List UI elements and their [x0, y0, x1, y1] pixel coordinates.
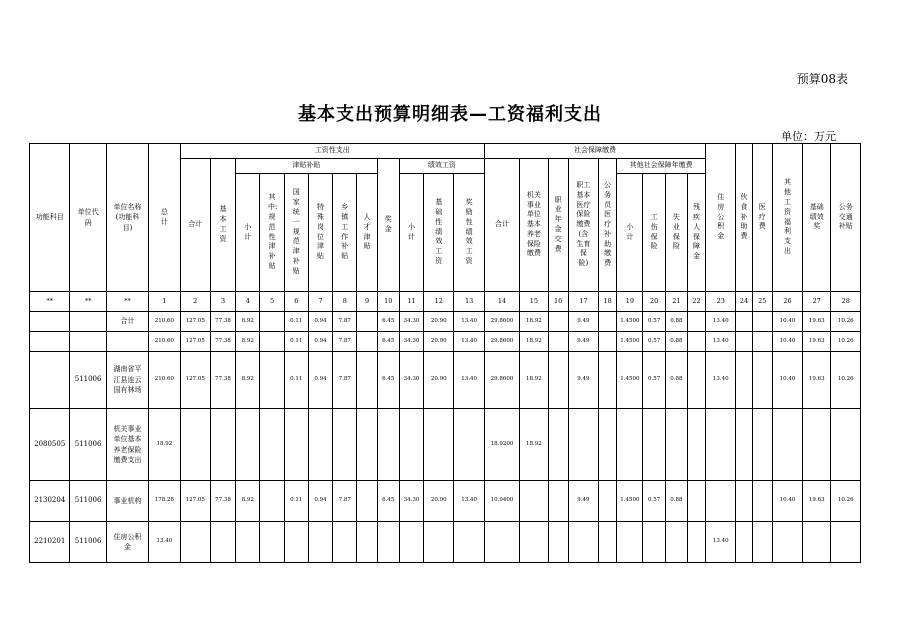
- index-cell: 21: [665, 292, 687, 312]
- cell-value: 34.30: [399, 352, 423, 409]
- cell-value: 0.88: [665, 352, 687, 409]
- cell-value: 77.38: [210, 481, 235, 522]
- index-cell: 13: [454, 292, 484, 312]
- cell-unit: 511006: [70, 409, 106, 481]
- cell-value: 10.26: [831, 332, 861, 352]
- cell-value: [333, 409, 357, 481]
- index-cell: 12: [424, 292, 454, 312]
- cell-value: 8.92: [236, 312, 260, 332]
- cell-value: 6.45: [377, 352, 399, 409]
- table-row: [30, 522, 861, 563]
- col-allow-sub: 小计: [236, 174, 260, 292]
- cell-value: 20.90: [424, 332, 454, 352]
- cell-value: [357, 522, 377, 563]
- cell-value: 178.28: [149, 481, 180, 522]
- cell-value: [643, 409, 665, 481]
- index-cell: 7: [308, 292, 332, 312]
- col-social-sum: 合计: [484, 159, 519, 292]
- cell-value: 1.4500: [617, 312, 643, 332]
- cell-value: [772, 522, 802, 563]
- cell-name: [106, 312, 148, 332]
- group-allowance: 津贴补贴: [236, 159, 377, 174]
- cell-value: 127.05: [180, 481, 210, 522]
- cell-value: 13.40: [706, 522, 736, 563]
- cell-value: [180, 522, 210, 563]
- cell-value: [803, 409, 831, 481]
- cell-value: [736, 352, 752, 409]
- cell-value: 29.8600: [484, 352, 519, 409]
- page-title: 基本支出预算明细表—工资福利支出: [298, 104, 602, 125]
- cell-value: [357, 352, 377, 409]
- cell-value: [236, 522, 260, 563]
- cell-value: [643, 522, 665, 563]
- cell-value: [736, 522, 752, 563]
- col-medfee: 医疗费: [752, 144, 772, 292]
- cell-value: 1.4500: [617, 352, 643, 409]
- cell-value: 77.38: [210, 312, 235, 332]
- cell-value: 20.90: [424, 481, 454, 522]
- cell-value: 0.94: [308, 352, 332, 409]
- cell-value: 29.8600: [484, 332, 519, 352]
- cell-value: [617, 409, 643, 481]
- cell-value: 7.87: [333, 312, 357, 332]
- cell-value: 0.57: [643, 481, 665, 522]
- cell-value: [687, 312, 705, 332]
- cell-value: [548, 522, 568, 563]
- cell-value: [180, 409, 210, 481]
- cell-value: [772, 409, 802, 481]
- cell-value: 8.92: [236, 332, 260, 352]
- unit-name-text: 事业机构: [113, 496, 142, 505]
- cell-value: [752, 312, 772, 332]
- index-cell: 25: [752, 292, 772, 312]
- cell-value: 6.45: [377, 312, 399, 332]
- cell-value: [236, 409, 260, 481]
- col-civil-med: 公务员医疗补助缴费: [599, 159, 617, 292]
- cell-value: [599, 522, 617, 563]
- cell-value: [831, 409, 861, 481]
- col-other-sub: 小计: [617, 174, 643, 292]
- index-row: [30, 292, 861, 312]
- col-unemployment: 失业保险: [665, 174, 687, 292]
- cell-value: 13.40: [454, 352, 484, 409]
- cell-value: 0.11: [284, 312, 308, 332]
- cell-unit: 511006: [70, 352, 106, 409]
- cell-name: [106, 352, 148, 409]
- cell-value: [752, 481, 772, 522]
- cell-value: 0.57: [643, 352, 665, 409]
- cell-value: 9.49: [568, 312, 598, 332]
- cell-name: [106, 481, 148, 522]
- index-cell: **: [70, 292, 106, 312]
- col-name: 单位名称(功能科目): [106, 144, 148, 292]
- col-perf-sub: 小计: [399, 174, 423, 292]
- index-cell: 8: [333, 292, 357, 312]
- cell-value: [548, 312, 568, 332]
- cell-value: 0.57: [643, 312, 665, 332]
- cell-func: [30, 332, 70, 352]
- index-cell: 28: [831, 292, 861, 312]
- table-row: [30, 312, 861, 332]
- cell-value: [665, 409, 687, 481]
- col-injury: 工伤保险: [643, 174, 665, 292]
- col-unit: 单位代码: [70, 144, 106, 292]
- group-other-social: 其他社会保障年缴费: [617, 159, 706, 174]
- cell-value: 210.60: [149, 312, 180, 332]
- cell-value: 34.30: [399, 332, 423, 352]
- cell-value: [377, 409, 399, 481]
- cell-unit: 511006: [70, 522, 106, 563]
- cell-value: 0.88: [665, 332, 687, 352]
- index-cell: 5: [260, 292, 284, 312]
- unit-name-text: 湖南省平江县连云国有林场: [113, 365, 142, 395]
- cell-value: [260, 522, 284, 563]
- cell-value: 18.92: [520, 312, 548, 332]
- cell-value: [687, 409, 705, 481]
- cell-value: 10.40: [772, 312, 802, 332]
- cell-unit: [70, 332, 106, 352]
- cell-value: [260, 312, 284, 332]
- group-social: 社会保障缴费: [484, 144, 705, 159]
- cell-value: [617, 522, 643, 563]
- cell-value: 127.05: [180, 332, 210, 352]
- cell-func: [30, 312, 70, 332]
- cell-unit: 511006: [70, 481, 106, 522]
- index-cell: 24: [736, 292, 752, 312]
- cell-value: [736, 312, 752, 332]
- cell-value: 0.11: [284, 332, 308, 352]
- col-annuity: 职业年金交费: [548, 159, 568, 292]
- table-row: [30, 332, 861, 352]
- cell-value: [424, 522, 454, 563]
- cell-value: 10.9400: [484, 481, 519, 522]
- cell-value: [454, 409, 484, 481]
- cell-value: 18.92: [520, 352, 548, 409]
- cell-value: 18.92: [149, 409, 180, 481]
- cell-value: [520, 481, 548, 522]
- cell-value: [568, 409, 598, 481]
- index-cell: **: [106, 292, 148, 312]
- cell-value: 18.92: [520, 409, 548, 481]
- cell-value: 13.40: [454, 332, 484, 352]
- cell-value: 0.88: [665, 312, 687, 332]
- cell-value: 13.40: [706, 312, 736, 332]
- cell-value: 10.26: [831, 352, 861, 409]
- cell-value: [454, 522, 484, 563]
- cell-value: 210.60: [149, 332, 180, 352]
- index-cell: 1: [149, 292, 180, 312]
- cell-value: 6.45: [377, 481, 399, 522]
- cell-value: 0.57: [643, 332, 665, 352]
- index-cell: 20: [643, 292, 665, 312]
- cell-value: 7.87: [333, 352, 357, 409]
- cell-value: [308, 409, 332, 481]
- cell-value: [548, 352, 568, 409]
- cell-value: 1.4500: [617, 481, 643, 522]
- cell-value: [687, 522, 705, 563]
- cell-value: 77.38: [210, 332, 235, 352]
- cell-value: 10.40: [772, 352, 802, 409]
- cell-value: 0.11: [284, 352, 308, 409]
- col-disability: 残疾人保障金: [687, 174, 705, 292]
- cell-value: 19.63: [803, 332, 831, 352]
- cell-value: 19.63: [803, 481, 831, 522]
- cell-value: [260, 352, 284, 409]
- cell-name: [106, 522, 148, 563]
- cell-value: [736, 409, 752, 481]
- group-performance: 绩效工资: [399, 159, 484, 174]
- unit-name-text: 机关事业单位基本养老保险缴费支出: [113, 424, 142, 464]
- cell-value: [260, 332, 284, 352]
- cell-name: [106, 409, 148, 481]
- cell-value: [260, 409, 284, 481]
- cell-value: 29.8600: [484, 312, 519, 332]
- index-cell: 6: [284, 292, 308, 312]
- cell-value: [210, 409, 235, 481]
- cell-value: [357, 332, 377, 352]
- table-number: 预算08表: [796, 72, 848, 86]
- cell-value: [752, 352, 772, 409]
- index-cell: 2: [180, 292, 210, 312]
- cell-value: [333, 522, 357, 563]
- index-cell: 26: [772, 292, 802, 312]
- cell-value: [599, 352, 617, 409]
- cell-value: [284, 409, 308, 481]
- col-sum: 合计: [180, 159, 210, 292]
- cell-value: [568, 522, 598, 563]
- cell-value: [831, 522, 861, 563]
- col-medical: 职工基本医疗保险缴费(含生育保险): [568, 159, 598, 292]
- cell-value: [736, 332, 752, 352]
- cell-value: [599, 312, 617, 332]
- group-wage: 工资性支出: [180, 144, 484, 159]
- cell-value: 20.90: [424, 352, 454, 409]
- table-row: [30, 481, 861, 522]
- cell-value: [687, 332, 705, 352]
- cell-value: 18.92: [520, 332, 548, 352]
- index-cell: 15: [520, 292, 548, 312]
- cell-value: [357, 409, 377, 481]
- col-traffic: 公务交通补贴: [831, 144, 861, 292]
- cell-value: 13.40: [454, 481, 484, 522]
- cell-value: 0.94: [308, 312, 332, 332]
- cell-value: 6.45: [377, 332, 399, 352]
- cell-value: 13.40: [706, 352, 736, 409]
- cell-value: [377, 522, 399, 563]
- col-town-allow: 乡镇工作补贴: [333, 174, 357, 292]
- cell-value: [260, 481, 284, 522]
- cell-value: [399, 522, 423, 563]
- cell-value: [308, 522, 332, 563]
- cell-value: [706, 409, 736, 481]
- col-perf-base: 基础性绩效工资: [424, 174, 454, 292]
- col-talent-allow: 人才津贴: [357, 174, 377, 292]
- cell-value: 10.26: [831, 312, 861, 332]
- index-cell: 16: [548, 292, 568, 312]
- index-cell: 11: [399, 292, 423, 312]
- index-cell: 14: [484, 292, 519, 312]
- col-pension: 机关事业单位基本养老保险缴费: [520, 159, 548, 292]
- cell-value: [687, 481, 705, 522]
- cell-value: [357, 312, 377, 332]
- index-cell: 19: [617, 292, 643, 312]
- cell-value: [665, 522, 687, 563]
- col-func: 功能科目: [30, 144, 70, 292]
- cell-value: [752, 522, 772, 563]
- cell-value: [424, 409, 454, 481]
- index-cell: 27: [803, 292, 831, 312]
- table-row: [30, 409, 861, 481]
- cell-value: 13.40: [454, 312, 484, 332]
- cell-value: [752, 409, 772, 481]
- cell-func: 2130204: [30, 481, 70, 522]
- index-cell: 22: [687, 292, 705, 312]
- index-cell: 3: [210, 292, 235, 312]
- index-cell: 23: [706, 292, 736, 312]
- index-cell: **: [30, 292, 70, 312]
- table-body: [30, 312, 861, 563]
- col-meal: 伙食补助费: [736, 144, 752, 292]
- cell-value: [210, 522, 235, 563]
- col-perf-incentive: 奖励性绩效工资: [454, 174, 484, 292]
- cell-name: [106, 332, 148, 352]
- cell-value: 0.94: [308, 481, 332, 522]
- cell-value: [687, 352, 705, 409]
- col-basicperf: 基础绩效奖: [803, 144, 831, 292]
- cell-value: [548, 409, 568, 481]
- col-total: 总计: [149, 144, 180, 292]
- cell-value: 0.11: [284, 481, 308, 522]
- cell-value: 77.38: [210, 352, 235, 409]
- cell-value: [520, 522, 548, 563]
- cell-value: 10.40: [772, 481, 802, 522]
- index-cell: 10: [377, 292, 399, 312]
- index-row-group: [30, 292, 861, 312]
- cell-value: 8.92: [236, 352, 260, 409]
- col-post-allow: 特殊岗位津贴: [308, 174, 332, 292]
- cell-func: 2210201: [30, 522, 70, 563]
- cell-value: 7.87: [333, 332, 357, 352]
- cell-value: [399, 409, 423, 481]
- cell-value: 20.90: [424, 312, 454, 332]
- cell-value: 19.63: [803, 312, 831, 332]
- col-other: 其他工资福利支出: [772, 144, 802, 292]
- cell-value: 127.05: [180, 352, 210, 409]
- index-cell: 18: [599, 292, 617, 312]
- col-nat-allow: 国家统一规范津补贴: [284, 174, 308, 292]
- cell-value: [484, 522, 519, 563]
- unit-name-text: 合计: [120, 317, 135, 326]
- cell-value: [706, 481, 736, 522]
- index-cell: 9: [357, 292, 377, 312]
- cell-value: 13.40: [149, 522, 180, 563]
- cell-value: [599, 481, 617, 522]
- cell-value: 34.30: [399, 481, 423, 522]
- cell-unit: [70, 312, 106, 332]
- col-fund: 住房公积金: [706, 144, 736, 292]
- cell-func: 2080505: [30, 409, 70, 481]
- unit-label: 单位：万元: [781, 130, 836, 143]
- cell-value: [284, 522, 308, 563]
- cell-value: [752, 332, 772, 352]
- cell-value: 0.94: [308, 332, 332, 352]
- table-row: [30, 352, 861, 409]
- cell-value: 19.63: [803, 352, 831, 409]
- budget-table: [29, 143, 861, 563]
- cell-value: [599, 332, 617, 352]
- cell-value: 18.9200: [484, 409, 519, 481]
- cell-value: 9.49: [568, 481, 598, 522]
- unit-name-text: 住房公积金: [113, 532, 142, 551]
- cell-value: 1.4500: [617, 332, 643, 352]
- cell-value: [548, 332, 568, 352]
- cell-value: 127.05: [180, 312, 210, 332]
- cell-value: 10.40: [772, 332, 802, 352]
- index-cell: 4: [236, 292, 260, 312]
- cell-value: [803, 522, 831, 563]
- index-cell: 17: [568, 292, 598, 312]
- cell-value: 7.87: [333, 481, 357, 522]
- col-bonus: 奖金: [377, 159, 399, 292]
- cell-value: [357, 481, 377, 522]
- cell-value: 13.40: [706, 332, 736, 352]
- cell-value: [548, 481, 568, 522]
- cell-value: 10.26: [831, 481, 861, 522]
- col-basic: 基本工资: [210, 159, 235, 292]
- cell-value: 0.88: [665, 481, 687, 522]
- cell-value: 9.49: [568, 352, 598, 409]
- col-std-allow: 其中:规范性津补贴: [260, 174, 284, 292]
- cell-value: [599, 409, 617, 481]
- cell-value: 34.30: [399, 312, 423, 332]
- cell-func: [30, 352, 70, 409]
- cell-value: 8.92: [236, 481, 260, 522]
- cell-value: 210.60: [149, 352, 180, 409]
- cell-value: 9.49: [568, 332, 598, 352]
- cell-value: [736, 481, 752, 522]
